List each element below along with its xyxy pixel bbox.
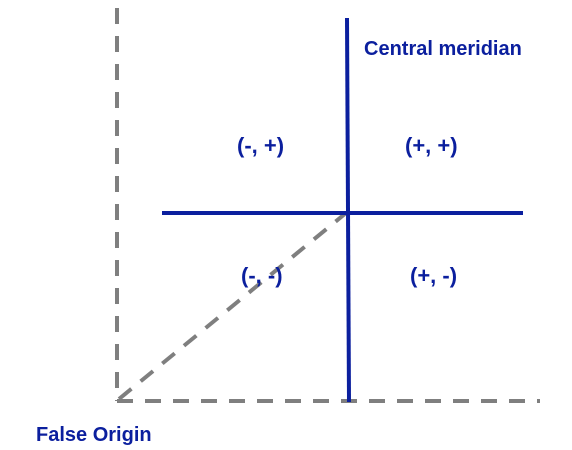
quadrant-upper-right-label: (+, +): [405, 133, 458, 158]
quadrant-upper-left-label: (-, +): [237, 133, 285, 158]
false-origin-offset-dashed-line: [119, 213, 346, 399]
false-origin-label: False Origin: [36, 424, 152, 446]
central-meridian-axis: [347, 18, 349, 402]
central-meridian-label: Central meridian: [364, 38, 522, 60]
quadrant-lower-right-label: (+, -): [410, 263, 458, 288]
quadrant-lower-left-label: (-, -): [241, 263, 283, 288]
